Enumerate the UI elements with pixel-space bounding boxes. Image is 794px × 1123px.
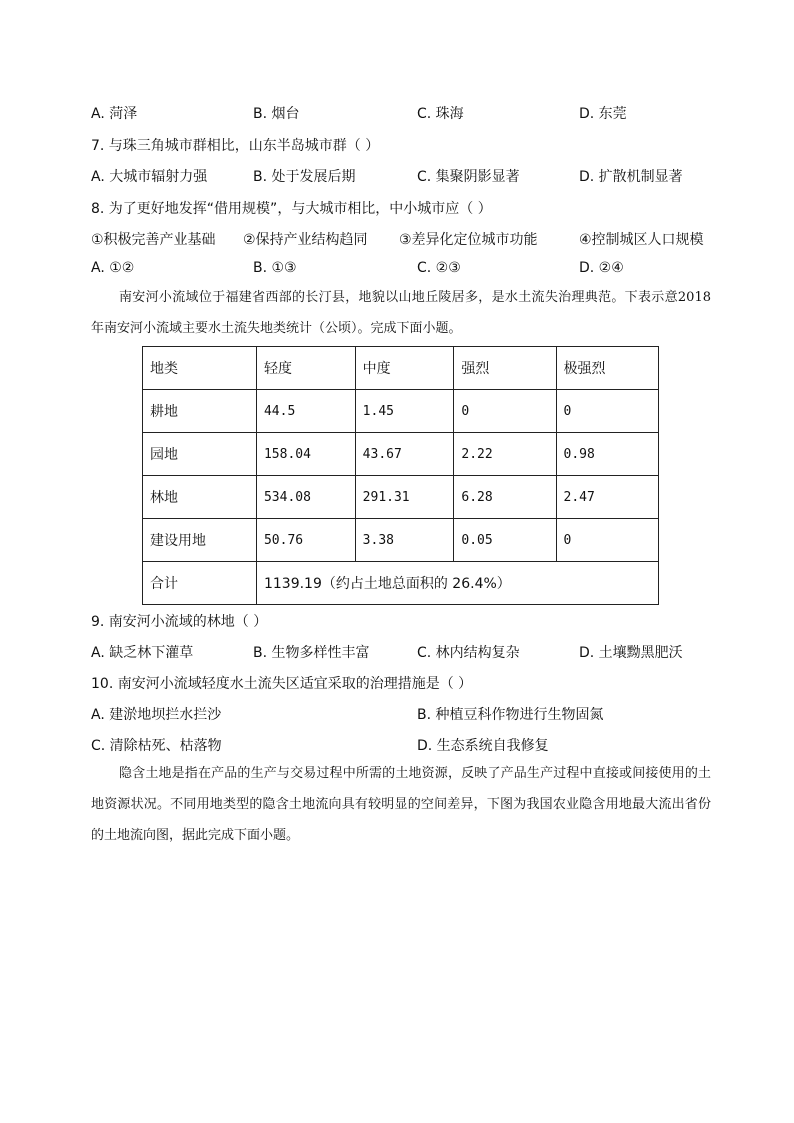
- table-row: [143, 519, 659, 562]
- q8-statement-3: ③差异化定位城市功能: [399, 232, 538, 248]
- q7-option-d[interactable]: D. 扩散机制显著: [579, 169, 683, 185]
- table-cell: 3.38: [355, 519, 454, 562]
- q7-stem: 7. 与珠三角城市群相比，山东半岛城市群（ ）: [91, 138, 380, 154]
- soil-erosion-table: [142, 346, 659, 605]
- table-cell: 291.31: [355, 476, 454, 519]
- q9-option-c[interactable]: C. 林内结构复杂: [417, 645, 520, 661]
- q10-stem: 10. 南安河小流域轻度水土流失区适宜采取的治理措施是（ ）: [91, 676, 473, 692]
- q10-option-d[interactable]: D. 生态系统自我修复: [417, 738, 549, 754]
- q8-options: [91, 260, 711, 282]
- passage-nanan-river: 南安河小流域位于福建省西部的长汀县，地貌以山地丘陵居多，是水土流失治理典范。下表示意2018年南安河小流域主要水土流失地类统计（公顷）。完成下面小题。: [91, 290, 711, 336]
- q9-options: [91, 642, 711, 664]
- table-cell: 0: [556, 519, 658, 562]
- q9-option-b[interactable]: B. 生物多样性丰富: [253, 645, 370, 661]
- q10-options-row1: [91, 704, 711, 726]
- q9-option-d[interactable]: D. 土壤黝黑肥沃: [579, 645, 683, 661]
- table-cell: 0: [556, 390, 658, 433]
- table-cell: 建设用地: [143, 519, 257, 562]
- table-total-label: 合计: [143, 562, 257, 605]
- q8-statements: [91, 229, 711, 251]
- table-row: [143, 433, 659, 476]
- q9-stem: 9. 南安河小流域的林地（ ）: [91, 614, 268, 630]
- q7-option-b[interactable]: B. 处于发展后期: [253, 169, 356, 185]
- q10-option-a[interactable]: A. 建淤地坝拦水拦沙: [91, 707, 222, 723]
- table-header: 强烈: [454, 347, 556, 390]
- passage-embodied-land: 隐含土地是指在产品的生产与交易过程中所需的土地资源，反映了产品生产过程中直接或间接使用的土地资源状况。不同用地类型的隐含土地流向具有较明显的空间差异，下图为我国农业隐含用地最大流出省份的土地流向图，据此完成下面小题。: [91, 766, 711, 843]
- q9-option-a[interactable]: A. 缺乏林下灌草: [91, 645, 194, 661]
- q8-statement-2: ②保持产业结构趋同: [243, 232, 368, 248]
- table-cell: 耕地: [143, 390, 257, 433]
- table-cell: 2.47: [556, 476, 658, 519]
- q8-option-b[interactable]: B. ①③: [253, 260, 297, 276]
- table-header-row: [143, 347, 659, 390]
- q6-option-b[interactable]: B. 烟台: [253, 106, 300, 122]
- table-cell: 园地: [143, 433, 257, 476]
- q6-options: [91, 103, 711, 125]
- table-cell: 林地: [143, 476, 257, 519]
- q8-option-a[interactable]: A. ①②: [91, 260, 135, 276]
- table-header: 地类: [143, 347, 257, 390]
- q8-statement-1: ①积极完善产业基础: [91, 232, 216, 248]
- q7-option-a[interactable]: A. 大城市辐射力强: [91, 169, 208, 185]
- table-row: [143, 476, 659, 519]
- table-cell: 2.22: [454, 433, 556, 476]
- table-cell: 43.67: [355, 433, 454, 476]
- table-total-row: [143, 562, 659, 605]
- table-cell: 0: [454, 390, 556, 433]
- table-cell: 50.76: [256, 519, 355, 562]
- q8-option-c[interactable]: C. ②③: [417, 260, 461, 276]
- q8-option-d[interactable]: D. ②④: [579, 260, 624, 276]
- q6-option-c[interactable]: C. 珠海: [417, 106, 464, 122]
- q8-statement-4: ④控制城区人口规模: [579, 232, 704, 248]
- table-cell: 0.05: [454, 519, 556, 562]
- table-total-value: 1139.19（约占土地总面积的 26.4%）: [256, 562, 658, 605]
- q6-option-a[interactable]: A. 菏泽: [91, 106, 138, 122]
- q7-option-c[interactable]: C. 集聚阴影显著: [417, 169, 520, 185]
- q6-option-d[interactable]: D. 东莞: [579, 106, 627, 122]
- table-header: 轻度: [256, 347, 355, 390]
- table-header: 中度: [355, 347, 454, 390]
- q10-option-b[interactable]: B. 种植豆科作物进行生物固氮: [417, 707, 604, 723]
- q10-option-c[interactable]: C. 清除枯死、枯落物: [91, 738, 222, 754]
- q8-stem: 8. 为了更好地发挥“借用规模”，与大城市相比，中小城市应（ ）: [91, 201, 492, 217]
- table-cell: 0.98: [556, 433, 658, 476]
- table-header: 极强烈: [556, 347, 658, 390]
- table-cell: 534.08: [256, 476, 355, 519]
- q10-options-row2: [91, 735, 711, 757]
- table-cell: 1.45: [355, 390, 454, 433]
- q7-options: [91, 166, 711, 188]
- table-row: [143, 390, 659, 433]
- table-cell: 44.5: [256, 390, 355, 433]
- table-cell: 6.28: [454, 476, 556, 519]
- table-cell: 158.04: [256, 433, 355, 476]
